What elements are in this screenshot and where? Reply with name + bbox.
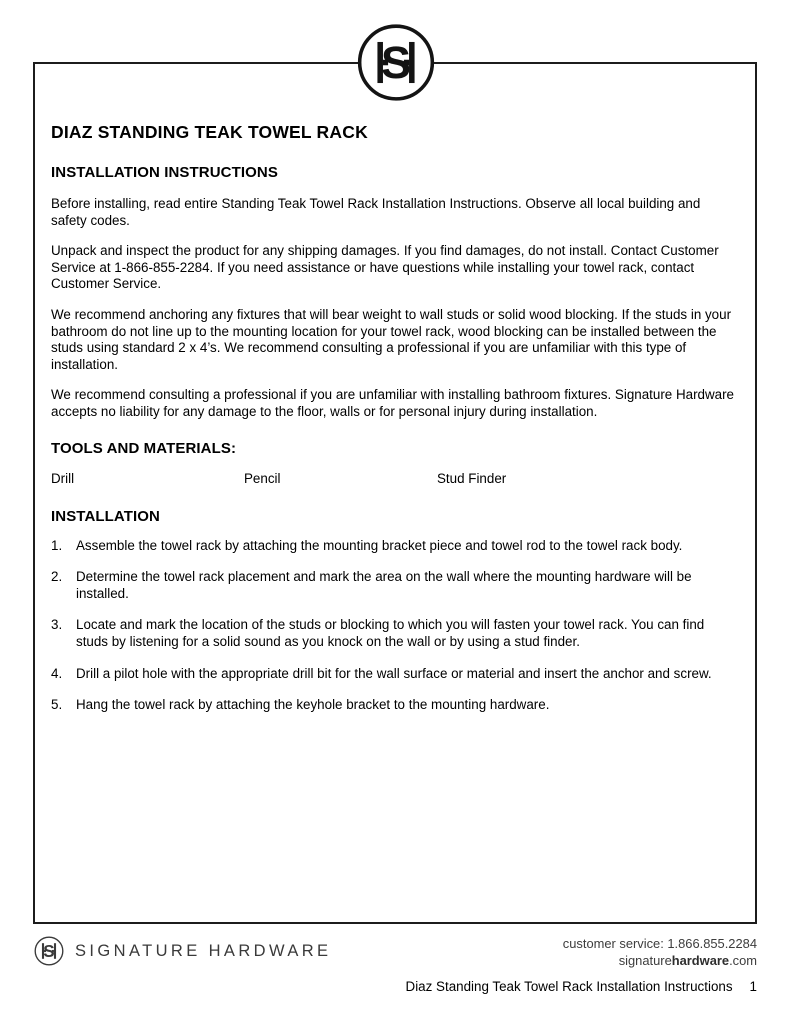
- installation-instructions-heading: INSTALLATION INSTRUCTIONS: [51, 164, 278, 181]
- monogram-letter: S: [43, 941, 55, 961]
- document-body: [35, 64, 755, 729]
- installation-step: [51, 569, 739, 602]
- installation-step: [51, 538, 739, 555]
- tools-list: [51, 471, 739, 486]
- brand-name: SIGNATURE HARDWARE: [75, 941, 332, 960]
- footer-document-line: [406, 979, 757, 994]
- intro-paragraph: Unpack and inspect the product for any shipping damages. If you find damages, do not install. Contact Customer Service at 1-866-855-2284. If you need assistance or have questions while installing your towel rack, contact Customer Service.: [51, 243, 719, 292]
- page-number: 1: [749, 979, 757, 994]
- step-number: 2.: [51, 569, 63, 585]
- website-line: [563, 952, 757, 969]
- installation-heading: INSTALLATION: [51, 507, 160, 525]
- monogram-letter: S: [380, 36, 411, 88]
- signature-hardware-monogram-icon-small: [34, 936, 64, 966]
- installation-steps-list: [51, 538, 739, 714]
- website-bold: hardware: [671, 953, 730, 968]
- step-text: Drill a pilot hole with the appropriate drill bit for the wall surface or material and insert the anchor and screw.: [76, 665, 712, 681]
- website-suffix: .com: [729, 953, 757, 968]
- footer-contact: [563, 935, 757, 969]
- tools-and-materials-heading: TOOLS AND MATERIALS:: [51, 439, 237, 457]
- tool-item: Drill: [51, 470, 75, 486]
- footer-brand: [34, 936, 331, 966]
- installation-step: [51, 697, 739, 714]
- step-number: 4.: [51, 665, 63, 681]
- intro-paragraph: Before installing, read entire Standing Teak Towel Rack Installation Instructions. Observe all local building and safety codes.: [51, 196, 701, 228]
- document-title: DIAZ STANDING TEAK TOWEL RACK: [51, 122, 368, 142]
- step-number: 1.: [51, 537, 63, 553]
- customer-service-line: customer service: 1.866.855.2284: [562, 936, 757, 951]
- step-text: Assemble the towel rack by attaching the mounting bracket piece and towel rod to the towel rack body.: [76, 537, 683, 553]
- intro-paragraph: We recommend consulting a professional if you are unfamiliar with installing bathroom fixtures. Signature Hardware accepts no liability for any damage to the floor, walls or for personal injury during installation.: [51, 387, 735, 419]
- signature-hardware-monogram-icon: [356, 23, 435, 102]
- tool-item: Stud Finder: [437, 470, 507, 486]
- tool-item: Pencil: [244, 470, 281, 486]
- step-text: Locate and mark the location of the studs or blocking to which you will fasten your towel rack. You can find studs by listening for a solid sound as you knock on the wall or by using a stud finder.: [76, 617, 705, 649]
- step-text: Hang the towel rack by attaching the keyhole bracket to the mounting hardware.: [76, 697, 550, 713]
- installation-step: [51, 666, 739, 683]
- installation-step: [51, 617, 739, 650]
- page-border-frame: [33, 62, 757, 924]
- document-footer-title: Diaz Standing Teak Towel Rack Installation Instructions: [405, 979, 733, 994]
- step-text: Determine the towel rack placement and mark the area on the wall where the mounting hardware will be installed.: [76, 569, 692, 601]
- step-number: 5.: [51, 697, 63, 713]
- intro-paragraph: We recommend anchoring any fixtures that will bear weight to wall studs or solid wood blocking. If the studs in your bathroom do not line up to the mounting location for your towel rack, wood blocking can be installed between the studs using standard 2 x 4’s. We recommend consulting a professional if you are unfamiliar with this type of installation.: [51, 306, 732, 372]
- website-prefix: signature: [618, 953, 672, 968]
- step-number: 3.: [51, 617, 63, 633]
